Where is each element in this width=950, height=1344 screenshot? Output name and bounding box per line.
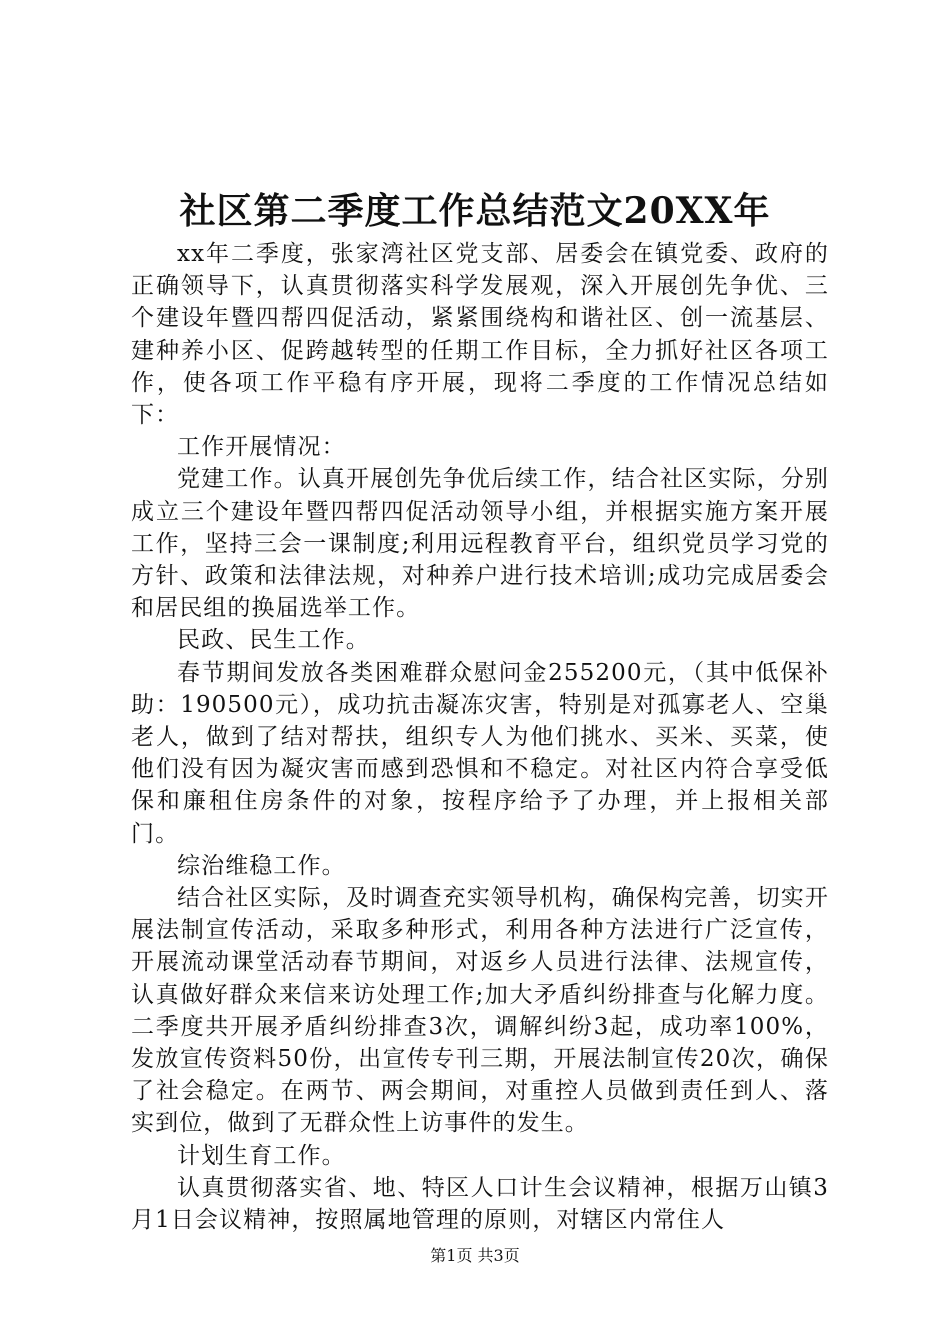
paragraph-public-security: 结合社区实际，及时调查充实领导机构，确保构完善，切实开展法制宣传活动，采取多种形式，利用各种方法进行广泛宣传，开展流动课堂活动春节期间，对返乡人员进行法律、法规宣传，认真做好群众来信来访处理工作;加大矛盾纠纷排查与化解力度。二季度共开展矛盾纠纷排查3次，调解纠纷3起，成功率100%，发放宣传资料50份，出宣传专刊三期，开展法制宣传20次，确保了社会稳定。在两节、两会期间，对重控人员做到责任到人、落实到位，做到了无群众性上访事件的发生。 (131, 885, 829, 1137)
page-footer: 第1页 共3页 (430, 1246, 520, 1265)
document-title: 社区第二季度工作总结范文20XX年 (179, 190, 771, 232)
paragraph-party-building: 党建工作。认真开展创先争优后续工作，结合社区实际，分别成立三个建设年暨四帮四促活动领导小组，并根据实施方案开展工作，坚持三会一课制度;利用远程教育平台，组织党员学习党的方针、政策和法律法规，对种养户进行技术培训;成功完成居委会和居民组的换届选举工作。 (131, 466, 829, 622)
paragraph-intro: xx年二季度，张家湾社区党支部、居委会在镇党委、政府的正确领导下，认真贯彻落实科学发展观，深入开展创先争优、三个建设年暨四帮四促活动，紧紧围绕构和谐社区、创一流基层、建种养小区、促跨越转型的任期工作目标，全力抓好社区各项工作，使各项工作平稳有序开展，现将二季度的工作情况总结如下： (131, 241, 829, 429)
paragraph-heading-civil-affairs: 民政、民生工作。 (177, 627, 370, 654)
paragraph-civil-affairs: 春节期间发放各类困难群众慰问金255200元，（其中低保补助：190500元），成功抗击凝冻灾害，特别是对孤寡老人、空巢老人，做到了结对帮扶，组织专人为他们挑水、买米、买菜，使他们没有因为凝灾害而感到恐惧和不稳定。对社区内符合享受低保和廉租住房条件的对象，按程序给予了办理，并上报相关部门。 (131, 659, 829, 847)
paragraph-heading-work-status: 工作开展情况： (177, 434, 346, 461)
paragraph-heading-family-planning: 计划生育工作。 (177, 1142, 346, 1169)
document-body (131, 238, 829, 1236)
paragraph-heading-public-security: 综治维稳工作。 (177, 852, 346, 879)
paragraph-family-planning: 认真贯彻落实省、地、特区人口计生会议精神，根据万山镇3月1日会议精神，按照属地管理的原则，对辖区内常住人 (131, 1174, 829, 1234)
